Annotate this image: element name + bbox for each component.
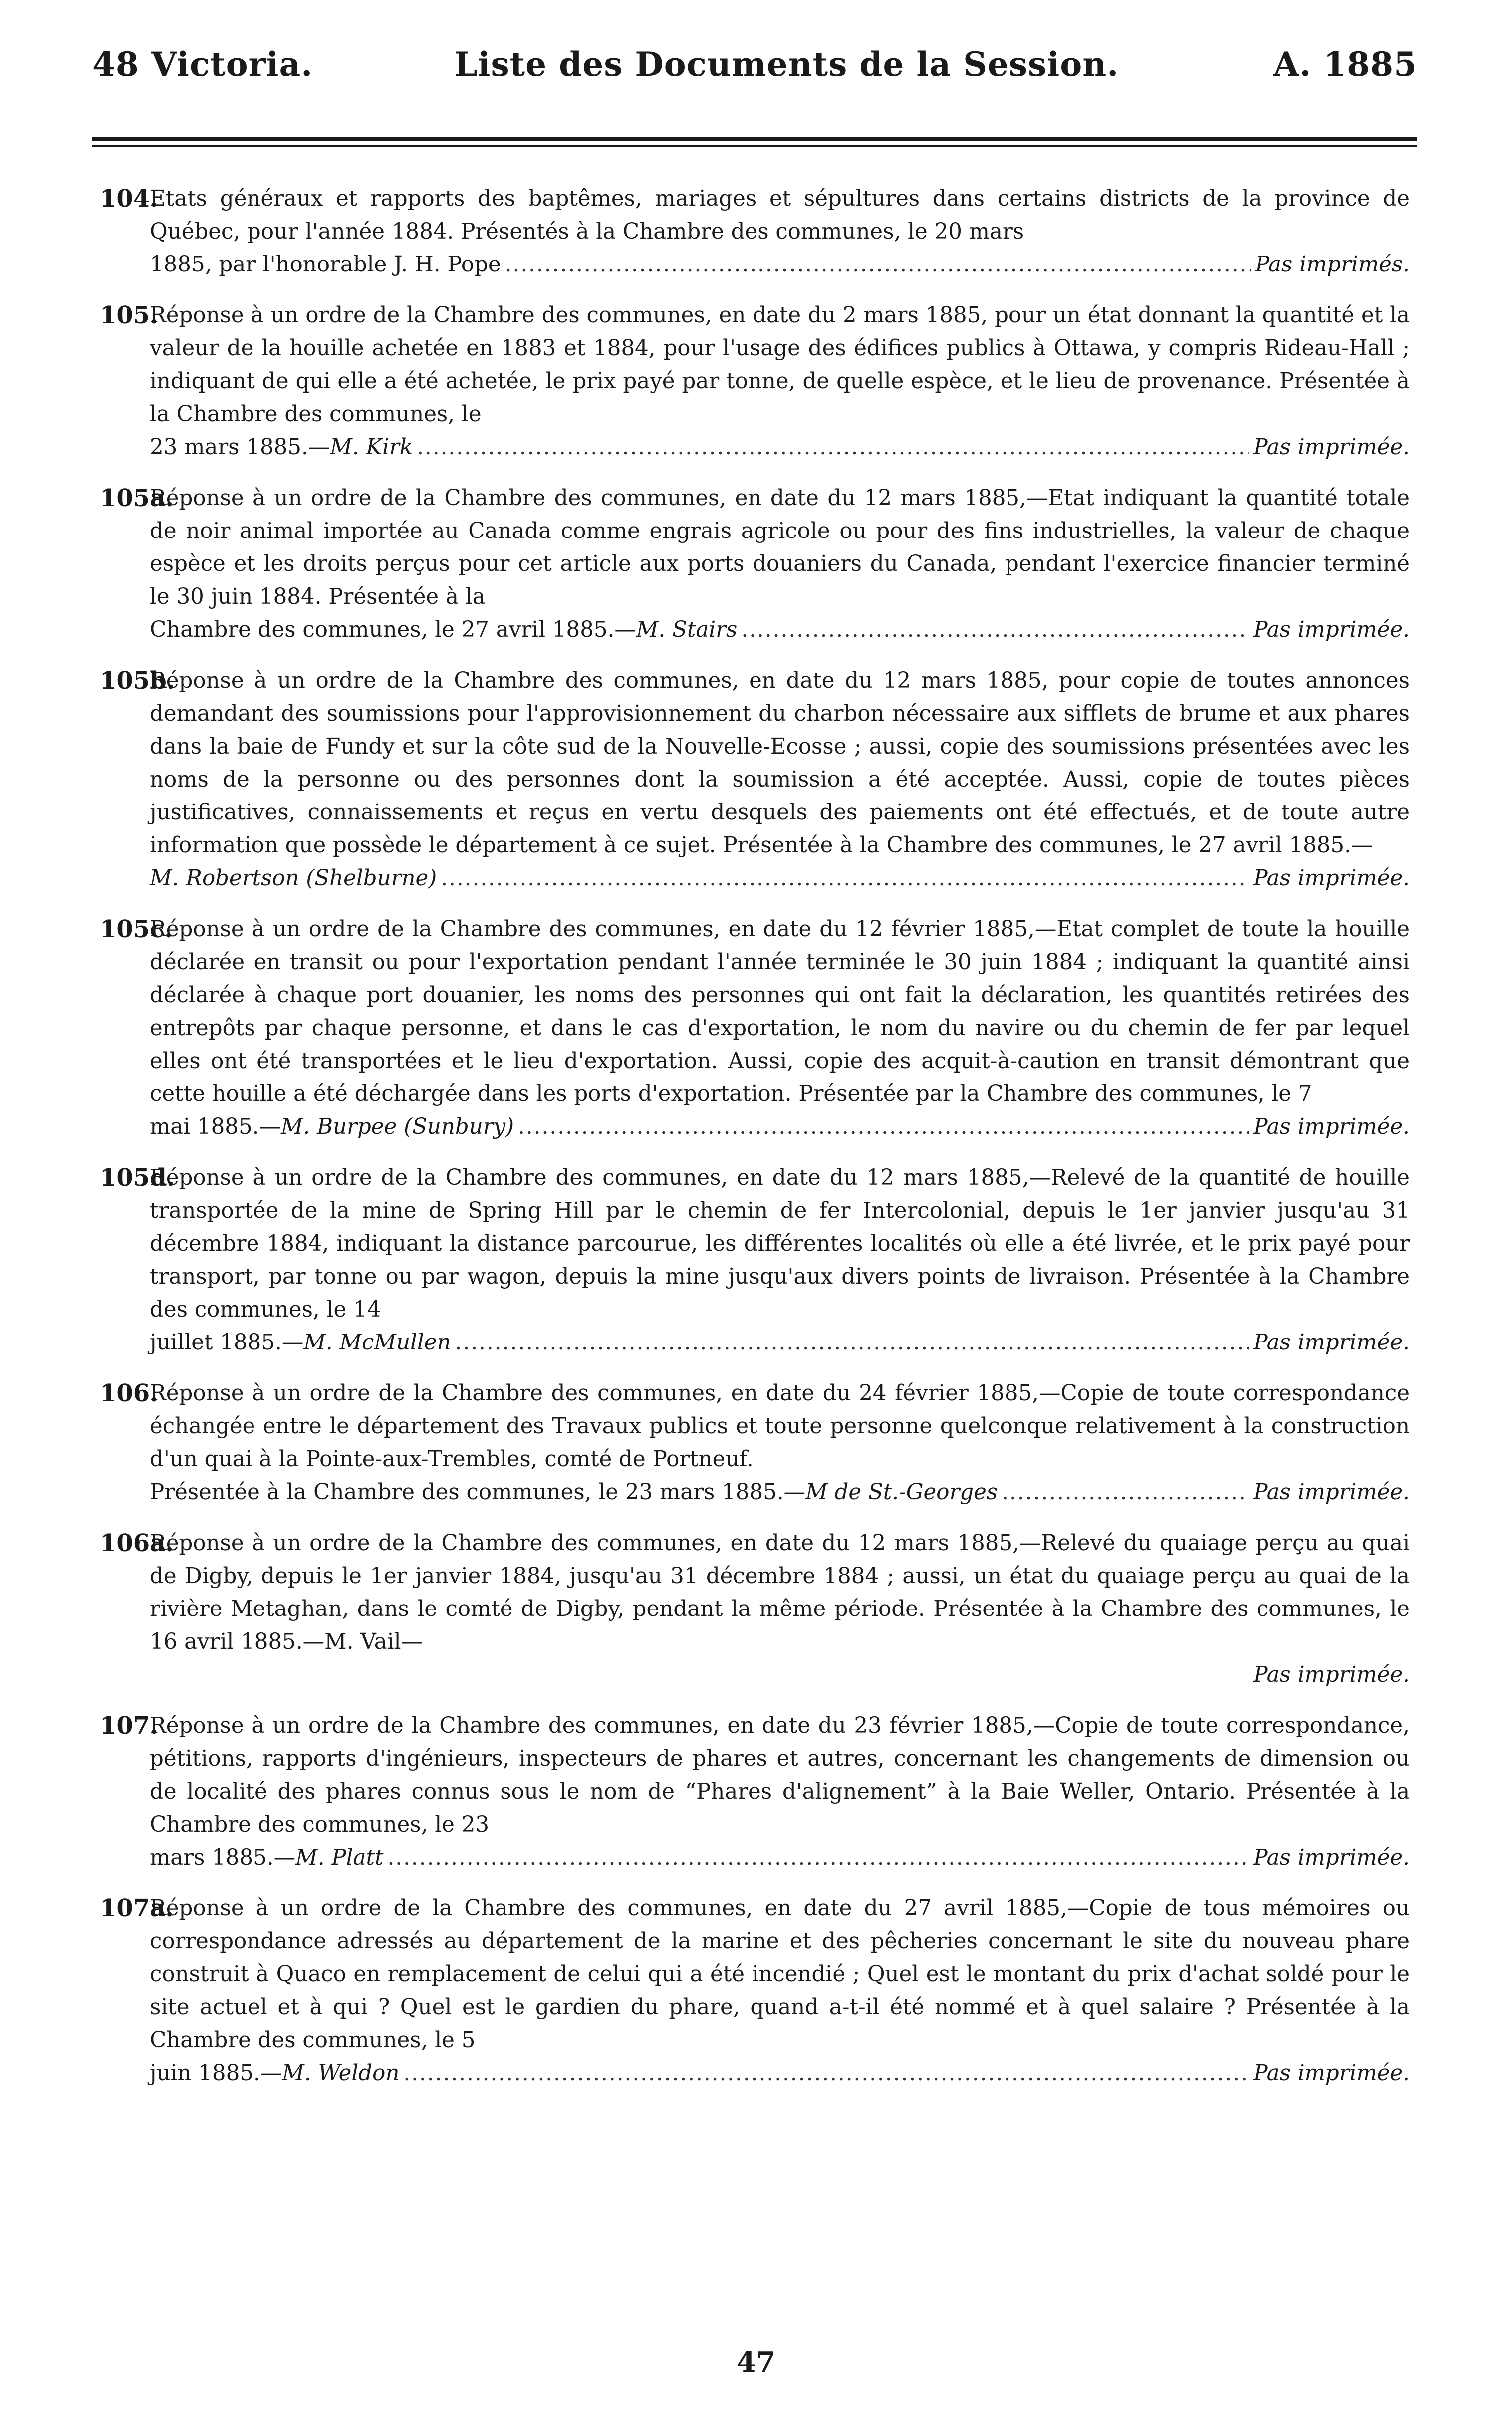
dot-leader bbox=[403, 2057, 1249, 2090]
entry-number: 105a. bbox=[100, 484, 174, 512]
entry-author: M. Kirk bbox=[330, 435, 413, 460]
entry-number: 104. bbox=[100, 185, 158, 213]
entry-author: M de St.-Georges bbox=[805, 1480, 998, 1505]
entry-number: 105c. bbox=[100, 915, 173, 943]
entry-text: Réponse à un ordre de la Chambre des communes, en date du 12 mars 1885,—Relevé de la quantité de houille transportée de la mine de Spring Hill par le chemin de fer Intercolonial, depuis le 1er janvier jusqu'au 31 décembre 1884, indiquant la distance parcourue, les différentes localités où elle a été livrée, et le prix payé pour transport, par tonne ou par wagon, depuis la mine jusqu'aux divers points de livraison. Présentée à la Chambre des communes, le 14 bbox=[150, 1165, 1410, 1322]
entry-status: Pas imprimée. bbox=[1253, 1480, 1410, 1505]
document-entry bbox=[100, 913, 1410, 1143]
document-entry bbox=[100, 664, 1410, 895]
entry-text: Réponse à un ordre de la Chambre des communes, en date du 23 février 1885,—Copie de toute correspondance, pétitions, rapports d'ingénieurs, inspecteurs de phares et autres, concernant les changements de dimension ou de localité des phares connus sous le nom de “Phares d'alignement” à la Baie Weller, Ontario. Présentée à la Chambre des communes, le 23 bbox=[150, 1713, 1410, 1837]
entry-number: 105d. bbox=[100, 1164, 175, 1192]
entry-tail-text: juin 1885.— bbox=[150, 2061, 282, 2086]
entry-tail-text: Présentée à la Chambre des communes, le 23 mars 1885.— bbox=[150, 1480, 806, 1505]
entry-text: Réponse à un ordre de la Chambre des communes, en date du 24 février 1885,—Copie de toute correspondance échangée entre le département des Travaux publics et toute personne quelconque relativement à la construction d'un quai à la Pointe-aux-Trembles, comté de Portneuf. bbox=[150, 1381, 1410, 1472]
entry-text: Réponse à un ordre de la Chambre des communes, en date du 12 février 1885,—Etat complet de toute la houille déclarée en transit ou pour l'exportation pendant l'année terminée le 30 juin 1884 ; indiquant la quantité ainsi déclarée à chaque port douanier, les noms des personnes qui ont fait la déclaration, les quantités retirées des entrepôts par chaque personne, et dans le cas d'exportation, le nom du navire ou du chemin de fer par lequel elles ont été transportées et le lieu d'exportation. Aussi, copie des acquit-à-caution en transit démontrant que cette houille a été déchargée dans les ports d'exportation. Présentée par la Chambre des communes, le 7 bbox=[150, 917, 1410, 1106]
page-number: 47 bbox=[737, 2346, 775, 2379]
entry-tail-line bbox=[150, 1476, 1410, 1509]
entry-number: 107a. bbox=[100, 1894, 174, 1922]
document-list bbox=[100, 182, 1410, 2108]
entry-tail-line bbox=[150, 2057, 1410, 2090]
document-entry bbox=[100, 1892, 1410, 2090]
entry-tail-line bbox=[150, 1326, 1410, 1359]
entry-status: Pas imprimée. bbox=[1253, 2061, 1410, 2086]
entry-tail-line bbox=[150, 248, 1410, 281]
entry-tail-line bbox=[150, 1841, 1410, 1874]
entry-status: Pas imprimée. bbox=[1253, 435, 1410, 460]
dot-leader bbox=[441, 862, 1249, 895]
entry-status: Pas imprimée. bbox=[1253, 1662, 1410, 1687]
header-title: Liste des Documents de la Session. bbox=[454, 45, 1119, 84]
entry-status: Pas imprimée. bbox=[1253, 1845, 1410, 1870]
entry-tail-text: Chambre des communes, le 27 avril 1885.— bbox=[150, 617, 636, 642]
entry-tail-text: mai 1885.— bbox=[150, 1114, 281, 1139]
header-year: A. 1885 bbox=[1273, 45, 1417, 84]
entry-author: M. Platt bbox=[295, 1845, 384, 1870]
header-rule-thin bbox=[92, 145, 1417, 147]
entry-text: Réponse à un ordre de la Chambre des communes, en date du 27 avril 1885,—Copie de tous mémoires ou correspondance adressés au département de la marine et des pêcheries concernant le site du nouveau phare construit à Quaco en remplacement de celui qui a été incendié ; Quel est le montant du prix d'achat soldé pour le site actuel et à qui ? Quel est le gardien du phare, quand a-t-il été nommé et à quel salaire ? Présentée à la Chambre des communes, le 5 bbox=[150, 1896, 1410, 2053]
entry-status: Pas imprimée. bbox=[1253, 1114, 1410, 1139]
document-entry bbox=[100, 1709, 1410, 1874]
dot-leader bbox=[455, 1326, 1250, 1359]
dot-leader bbox=[1002, 1476, 1249, 1509]
entry-number: 106a. bbox=[100, 1529, 174, 1557]
entry-tail-line bbox=[150, 431, 1410, 464]
page-header bbox=[92, 45, 1417, 100]
entry-number: 107. bbox=[100, 1712, 158, 1740]
entry-tail-text: mars 1885.— bbox=[150, 1845, 296, 1870]
entry-text: Réponse à un ordre de la Chambre des communes, en date du 2 mars 1885, pour un état donnant la quantité et la valeur de la houille achetée en 1883 et 1884, pour l'usage des édifices publics à Ottawa, y compris Rideau-Hall ; indiquant de qui elle a été achetée, le prix payé par tonne, de quelle espèce, et le lieu de provenance. Présentée à la Chambre des communes, le bbox=[150, 303, 1410, 427]
dot-leader bbox=[387, 1841, 1249, 1874]
dot-leader bbox=[741, 613, 1249, 646]
dot-leader bbox=[417, 431, 1249, 464]
entry-number: 105b. bbox=[100, 667, 175, 695]
entry-status: Pas imprimée. bbox=[1253, 866, 1410, 891]
entry-author: M. Stairs bbox=[636, 617, 738, 642]
entry-status: Pas imprimés. bbox=[1255, 252, 1410, 277]
entry-author: M. Weldon bbox=[282, 2061, 400, 2086]
document-entry bbox=[100, 1161, 1410, 1359]
header-rule-thick bbox=[92, 137, 1417, 141]
entry-author: M. McMullen bbox=[303, 1330, 451, 1355]
entry-tail-line bbox=[150, 1110, 1410, 1143]
document-entry bbox=[100, 1377, 1410, 1509]
entry-number: 105. bbox=[100, 301, 158, 329]
document-entry bbox=[100, 1527, 1410, 1691]
entry-author: M. Burpee (Sunbury) bbox=[280, 1114, 514, 1139]
entry-number: 106. bbox=[100, 1379, 158, 1407]
entry-tail-text: 23 mars 1885.— bbox=[150, 435, 330, 460]
entry-tail-text: 1885, par l'honorable J. H. Pope bbox=[150, 252, 501, 277]
entry-tail-text: juillet 1885.— bbox=[150, 1330, 304, 1355]
entry-text: Réponse à un ordre de la Chambre des communes, en date du 12 mars 1885,—Relevé du quaiage perçu au quai de Digby, depuis le 1er janvier 1884, jusqu'au 31 décembre 1884 ; aussi, un état du quaiage perçu au quai de la rivière Metaghan, dans le comté de Digby, pendant la même période. Présentée à la Chambre des communes, le 16 avril 1885.—M. Vail— bbox=[150, 1531, 1410, 1654]
dot-leader bbox=[518, 1110, 1249, 1143]
document-entry bbox=[100, 182, 1410, 281]
document-entry bbox=[100, 299, 1410, 464]
entry-tail-line bbox=[150, 613, 1410, 646]
entry-author: M. Robertson (Shelburne) bbox=[150, 866, 437, 891]
header-volume: 48 Victoria. bbox=[92, 45, 313, 84]
entry-text: Etats généraux et rapports des baptêmes, mariages et sépultures dans certains districts de la province de Québec, pour l'année 1884. Présentés à la Chambre des communes, le 20 mars bbox=[150, 186, 1410, 244]
entry-text: Réponse à un ordre de la Chambre des communes, en date du 12 mars 1885,—Etat indiquant la quantité totale de noir animal importée au Canada comme engrais agricole ou pour des fins industrielles, la valeur de chaque espèce et les droits perçus pour cet article aux ports douaniers du Canada, pendant l'exercice financier terminé le 30 juin 1884. Présentée à la bbox=[150, 486, 1410, 609]
document-entry bbox=[100, 482, 1410, 646]
entry-status: Pas imprimée. bbox=[1253, 617, 1410, 642]
entry-tail-line bbox=[150, 862, 1410, 895]
dot-leader bbox=[505, 248, 1251, 281]
entry-status: Pas imprimée. bbox=[1253, 1330, 1410, 1355]
entry-text: Réponse à un ordre de la Chambre des communes, en date du 12 mars 1885, pour copie de toutes annonces demandant des soumissions pour l'approvisionnement du charbon nécessaire aux sifflets de brume et aux phares dans la baie de Fundy et sur la côte sud de la Nouvelle-Ecosse ; aussi, copie des soumissions présentées avec les noms de la personne ou des personnes dont la soumission a été acceptée. Aussi, copie de toutes pièces justificatives, connaissements et reçus en vertu desquels des paiements ont été effectués, et de toute autre information que possède le département à ce sujet. Présentée à la Chambre des communes, le 27 avril 1885.— bbox=[150, 668, 1410, 858]
